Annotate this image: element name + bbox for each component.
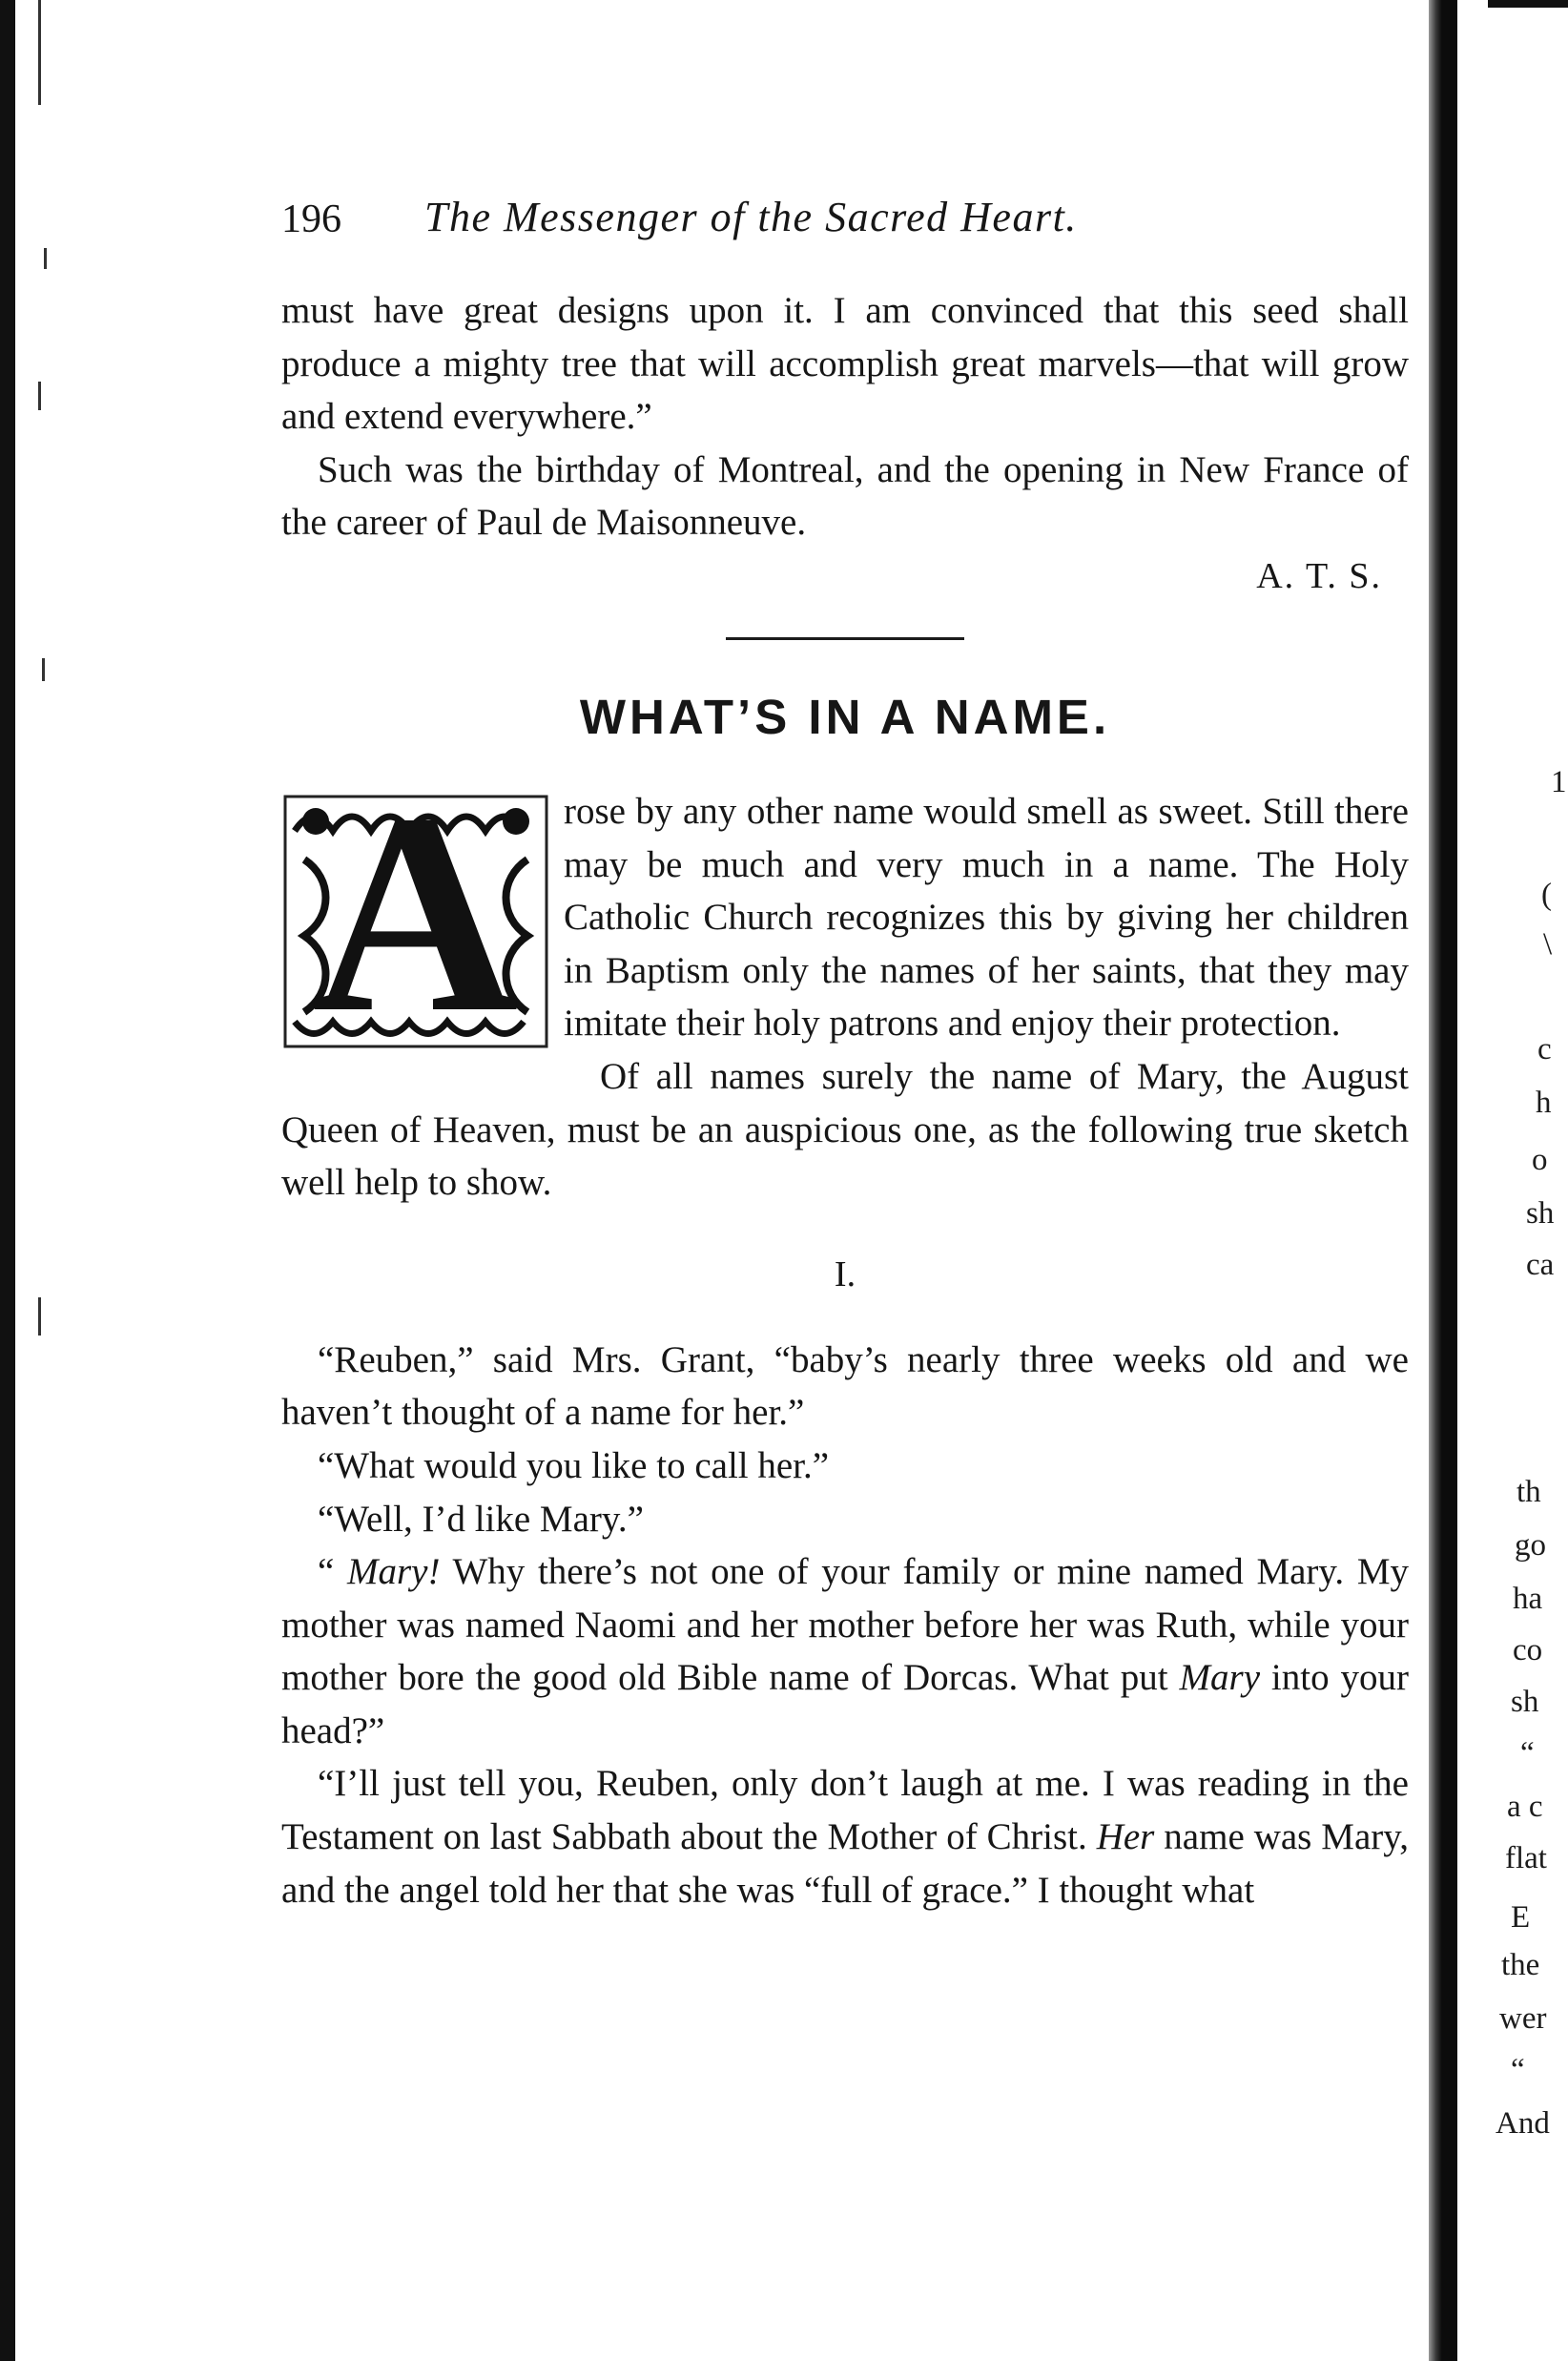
fragment: And: [1496, 2106, 1550, 2141]
section-divider: [726, 637, 964, 640]
fragment: E: [1511, 1900, 1531, 1935]
dialogue-paragraph: “Well, I’d like Mary.”: [318, 1498, 644, 1540]
page-number: 196: [281, 197, 341, 241]
dialogue-paragraph: [281, 1757, 1409, 1916]
intro-paragraph: rose by any other name would smell as sweet. Still there may be much and very much in a name. The Holy Catholic Church recognizes this by giving her children in Baptism only the names of her saints, that they may imitate their holy patrons and enjoy their protection.: [564, 790, 1409, 1045]
scan-specks: [38, 0, 50, 1336]
fragment: ha: [1513, 1582, 1543, 1616]
fragment: th: [1516, 1475, 1541, 1509]
fragment: (: [1541, 878, 1552, 912]
fragment: “: [1520, 1736, 1535, 1771]
fragment: flat: [1505, 1841, 1547, 1875]
fragment: go: [1515, 1528, 1546, 1563]
body-paragraph: Of all names surely the name of Mary, the August Queen of Heaven, must be an auspicious one, as the following true sketch well help to show.: [281, 1055, 1409, 1204]
text-run: name was Mary, and the angel told her that she was “full of grace.” I thought what: [281, 1816, 1409, 1911]
section-number: I.: [834, 1253, 856, 1294]
fragment: sh: [1511, 1685, 1539, 1719]
running-title: The Messenger of the Sacred Heart.: [424, 194, 1078, 240]
page-edge-left: [0, 0, 15, 2361]
adjacent-page-column: [1467, 0, 1568, 2361]
emphasis: Her: [1096, 1816, 1155, 1858]
fragment: o: [1532, 1143, 1548, 1177]
text-run: “I’ll just tell you, Reuben, only don’t laugh at me. I was reading in the Testament on last Sabbath about the Mother of Christ.: [281, 1763, 1409, 1858]
fragment: wer: [1499, 2001, 1547, 2036]
fragment: c: [1537, 1032, 1552, 1067]
dialogue-paragraph: “What would you like to call her.”: [318, 1444, 830, 1486]
page-edge-right: [1429, 0, 1457, 2361]
article-title: WHAT’S IN A NAME.: [579, 689, 1111, 744]
drop-cap-letter: A: [312, 754, 519, 1071]
fragment: co: [1513, 1633, 1543, 1667]
text-run: “: [318, 1551, 347, 1593]
author-signature: A. T. S.: [1256, 555, 1382, 596]
fragment: the: [1501, 1948, 1540, 1982]
dialogue-paragraph: “Reuben,” said Mrs. Grant, “baby’s nearly three weeks old and we haven’t thought of a name for her.”: [281, 1338, 1409, 1434]
text-run: into your head?”: [281, 1657, 1410, 1751]
emphasis: Mary!: [347, 1551, 441, 1593]
fragment: ca: [1526, 1248, 1555, 1282]
emphasis: Mary: [1179, 1657, 1261, 1699]
fragment: “: [1511, 2053, 1525, 2087]
fragment: \: [1543, 927, 1553, 962]
text-run: Why there’s not one of your family or mine named Mary. My mother was named Naomi and her mother before her was Ruth, while your mother bore the good old Bible name of Dorcas. What put: [281, 1551, 1409, 1699]
dialogue: [281, 1334, 1409, 1917]
previous-article-paragraph: Such was the birthday of Montreal, and the opening in New France of the career of Paul de Maisonneuve.: [281, 448, 1409, 544]
book-page: [281, 191, 1409, 1916]
fragment: h: [1536, 1086, 1552, 1120]
ornamental-drop-cap: [281, 754, 550, 1071]
running-head: [281, 191, 1409, 267]
fragment: a c: [1507, 1790, 1543, 1824]
previous-article-paragraph: must have great designs upon it. I am convinced that this seed shall produce a mighty tree that will accomplish great marvels—that will grow and extend everywhere.”: [281, 290, 1409, 438]
fragment: sh: [1526, 1196, 1555, 1231]
intro-paragraph-block: [281, 754, 1409, 1071]
dialogue-paragraph: [281, 1545, 1409, 1757]
fragment: 1: [1551, 765, 1567, 799]
